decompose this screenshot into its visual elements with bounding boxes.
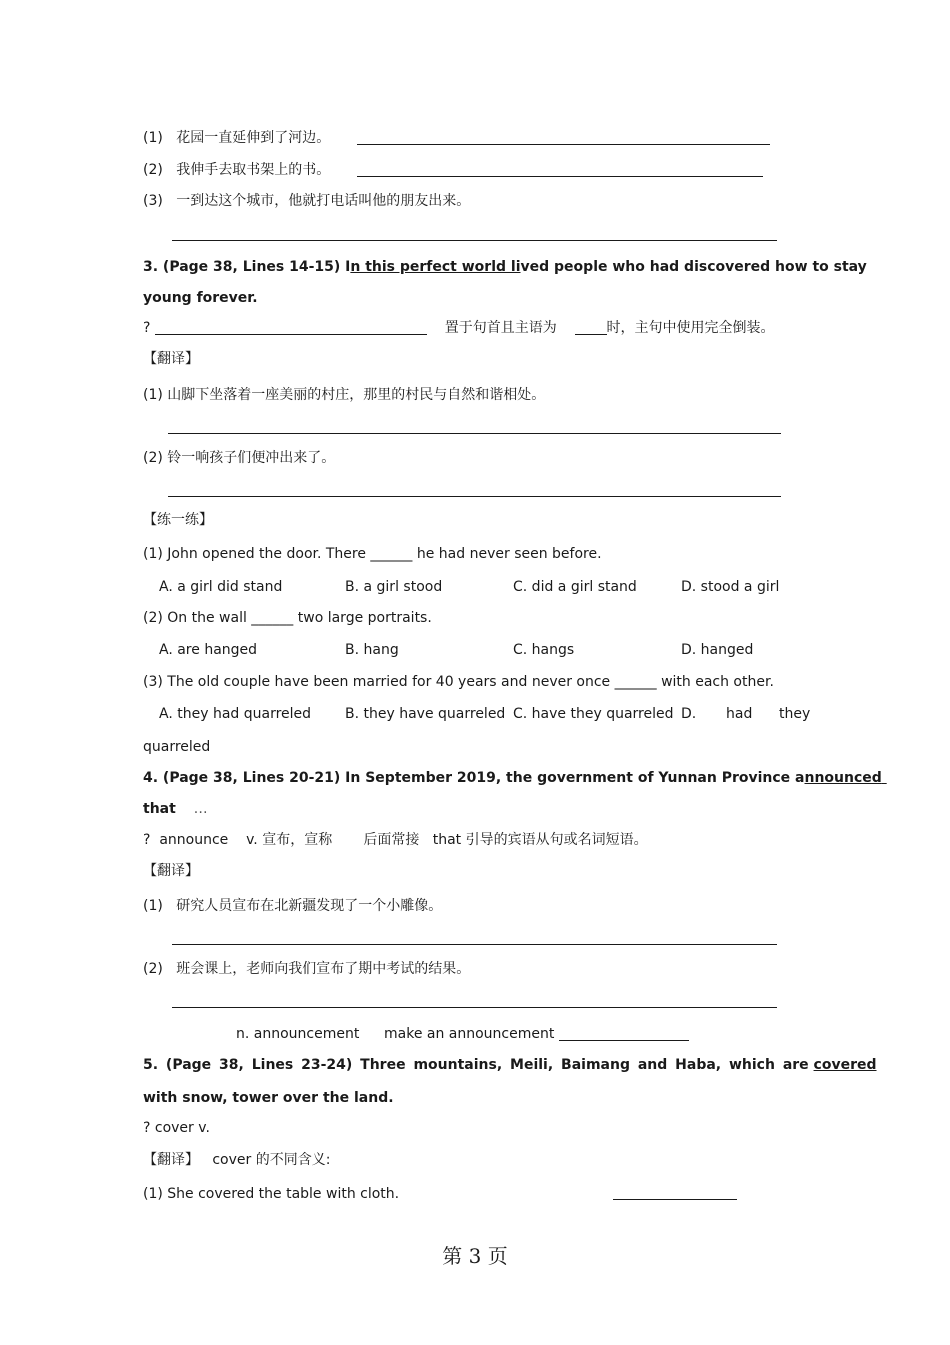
page-footer [0,1240,950,1269]
q2-trans-1 [143,128,330,148]
q3-note-end: 时，主句中使用完全倒装。 [606,320,775,336]
page-number: 3 [468,1244,482,1268]
q5-heading-text: 5. (Page 38, Lines 23-24) Three mountains, Meili, Baimang and Haba, which are [143,1057,809,1073]
q5-trans [143,1150,330,1170]
q5-heading-line2: with snow, tower over the land. [143,1090,394,1106]
q4-note-end: 引导的宾语从句或名词短语。 [465,832,648,848]
footer-suffix: 页 [487,1244,508,1268]
q3-trans-1-num: (1) [143,387,163,403]
q4-note-mark: ? [143,832,151,848]
q4-trans-2 [143,959,470,979]
q3-trans-1 [143,385,545,405]
q4-note-rest: 后面常接 [363,832,420,848]
q3-note [143,318,775,338]
q3-trans-label: 【翻译】 [143,351,199,367]
q3-heading-prefix: 3. (Page 38, Lines 14-15) I [143,259,351,275]
q4-heading-prefix: 4. (Page 38, Lines 20-21) In September 2019, the government of Yunnan Province a [143,770,805,786]
q3-p2-opt-c[interactable]: C. hangs [513,642,575,658]
q4-heading-underlined: nnounced [804,770,882,786]
q2-trans-2 [143,160,330,180]
q2-trans-3-num: (3) [143,193,163,209]
q2-trans-3 [143,191,470,211]
q4-noun-form: n. announcement [236,1026,360,1042]
q3-trans-2-blank[interactable] [168,496,781,497]
q4-trans-1-blank[interactable] [172,944,777,945]
q3-p3-opt-d-word1: had [726,706,753,722]
q4-trans-2-num: (2) [143,961,163,977]
q3-trans-2-text: 铃一响孩子们便冲出来了。 [167,450,336,466]
q3-p2-opt-d[interactable]: D. hanged [681,642,754,658]
q2-trans-3-blank[interactable] [172,240,777,241]
q3-p1-opt-c[interactable]: C. did a girl stand [513,579,637,595]
q5-sentence-1-blank[interactable] [613,1199,737,1200]
q4-phrase-text: make an announcement [384,1026,555,1042]
q3-p1-opt-b[interactable]: B. a girl stood [345,579,443,595]
q4-note-word: announce [159,832,229,848]
q5-heading-underlined: covered [813,1057,877,1073]
q3-p3-opt-d-wrap: quarreled [143,739,211,755]
q4-heading-line2 [143,799,208,819]
q5-trans-text: cover 的不同含义: [212,1152,331,1168]
q4-phrase [384,1024,689,1044]
q3-note-mid: 置于句首且主语为 [444,320,557,336]
q4-note-that: that [432,832,462,848]
q3-p3-opt-d-word2: they [779,706,811,722]
q3-trans-1-blank[interactable] [168,433,781,434]
q3-heading-underlined: n this perfect world li [350,259,521,275]
q3-p3-opt-b[interactable]: B. they have quarreled [345,706,506,722]
q3-p2-opt-a[interactable]: A. are hanged [159,642,258,658]
q2-trans-3-text: 一到达这个城市，他就打电话叫他的朋友出来。 [176,193,471,209]
q3-note-blank-1[interactable] [155,320,427,335]
q3-p2-opt-b[interactable]: B. hang [345,642,399,658]
q5-heading [143,1055,877,1075]
q5-trans-label: 【翻译】 [143,1152,199,1168]
q2-trans-2-num: (2) [143,162,163,178]
q2-trans-1-blank[interactable] [357,144,770,145]
q4-note [143,830,648,850]
q4-trans-label: 【翻译】 [143,863,199,879]
q3-practice-2: (2) On the wall ______ two large portraits. [143,610,432,626]
q2-trans-2-text: 我伸手去取书架上的书。 [176,162,331,178]
q3-heading-suffix: ved people who had discovered how to stay [520,259,867,275]
q3-trans-2 [143,448,335,468]
q3-note-mark: ? [143,320,151,336]
footer-prefix: 第 [442,1244,463,1268]
q3-practice-1: (1) John opened the door. There ______ he had never seen before. [143,546,602,562]
q3-p3-opt-a[interactable]: A. they had quarreled [159,706,312,722]
q3-practice-3: (3) The old couple have been married for 40 years and never once ______ with each other. [143,674,774,690]
q2-trans-1-num: (1) [143,130,163,146]
q2-trans-1-text: 花园一直延伸到了河边。 [176,130,331,146]
q4-trans-1-num: (1) [143,898,163,914]
q3-p3-opt-c[interactable]: C. have they quarreled [513,706,674,722]
q4-ellipsis: … [193,801,208,817]
q4-trans-2-blank[interactable] [172,1007,777,1008]
q3-practice-label: 【练一练】 [143,512,213,528]
q3-trans-1-text: 山脚下坐落着一座美丽的村庄，那里的村民与自然和谐相处。 [167,387,546,403]
q4-heading [143,768,887,788]
q4-trans-1 [143,896,442,916]
q4-trans-1-text: 研究人员宣布在北新疆发现了一个小雕像。 [176,898,443,914]
q2-trans-2-blank[interactable] [357,176,763,177]
q4-note-pos: v. [246,832,258,848]
q3-p1-opt-a[interactable]: A. a girl did stand [159,579,283,595]
q4-trans-2-text: 班会课上，老师向我们宣布了期中考试的结果。 [176,961,471,977]
q5-sentence-1: (1) She covered the table with cloth. [143,1186,400,1202]
q4-that: that [143,801,176,817]
q3-heading-line2: young forever. [143,290,258,306]
q3-p1-opt-d[interactable]: D. stood a girl [681,579,780,595]
q4-note-meaning: 宣布，宣称 [262,832,333,848]
q3-p3-opt-d[interactable]: D. [681,706,697,722]
q3-heading [143,257,867,277]
q3-note-blank-2[interactable] [575,320,607,335]
q3-trans-2-num: (2) [143,450,163,466]
q5-note: ? cover v. [143,1120,210,1136]
q4-phrase-blank[interactable] [559,1026,689,1041]
